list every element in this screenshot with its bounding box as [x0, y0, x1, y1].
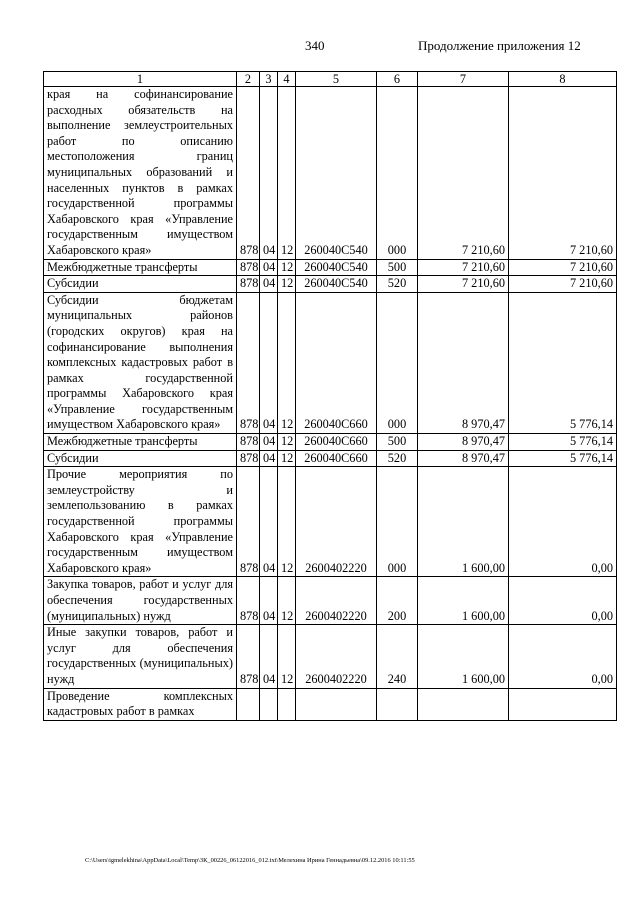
- table-row: [44, 292, 617, 433]
- cell-expense-type: 000: [377, 467, 418, 577]
- cell-amount-plan: 1 600,00: [418, 467, 509, 577]
- cell-amount-plan: 8 970,47: [418, 434, 509, 451]
- cell-section: [260, 688, 278, 720]
- cell-amount-plan: 8 970,47: [418, 450, 509, 467]
- cell-amount-plan: 1 600,00: [418, 577, 509, 625]
- page-number: 340: [305, 38, 325, 53]
- cell-expense-type: 000: [377, 87, 418, 260]
- continuation-title: Продолжение приложения 12: [418, 38, 581, 53]
- cell-amount-actual: 0,00: [509, 577, 617, 625]
- footer-path: C:\Users\igmelekhina\AppData\Local\Temp\ЗК_00226_06122016_012.txt\Мелехина Ирина Геннадьевна\09.12.2016 10:11:55: [85, 857, 415, 864]
- cell-subsection: 12: [278, 276, 296, 293]
- cell-target-article: [296, 688, 377, 720]
- cell-expense-type: 520: [377, 450, 418, 467]
- table-row: [44, 688, 617, 720]
- cell-target-article: 260040С660: [296, 434, 377, 451]
- cell-amount-actual: 7 210,60: [509, 259, 617, 276]
- cell-ministry: 878: [237, 467, 260, 577]
- cell-section: 04: [260, 259, 278, 276]
- cell-ministry: 878: [237, 259, 260, 276]
- cell-section: 04: [260, 450, 278, 467]
- cell-amount-plan: 7 210,60: [418, 259, 509, 276]
- table-row: [44, 434, 617, 451]
- cell-amount-actual: 5 776,14: [509, 450, 617, 467]
- cell-amount-actual: 7 210,60: [509, 87, 617, 260]
- cell-amount-actual: 0,00: [509, 467, 617, 577]
- cell-target-article: 2600402220: [296, 467, 377, 577]
- row-name: Прочие мероприятия по землеустройству и землепользованию в рамках государственной программы Хабаровского края «Управление государственным имуществом Хабаровского края»: [44, 467, 237, 577]
- cell-section: 04: [260, 292, 278, 433]
- cell-amount-actual: 0,00: [509, 625, 617, 688]
- cell-subsection: 12: [278, 450, 296, 467]
- cell-section: 04: [260, 87, 278, 260]
- cell-section: 04: [260, 467, 278, 577]
- cell-target-article: 2600402220: [296, 625, 377, 688]
- cell-ministry: 878: [237, 292, 260, 433]
- cell-subsection: 12: [278, 434, 296, 451]
- cell-ministry: 878: [237, 276, 260, 293]
- cell-subsection: 12: [278, 467, 296, 577]
- cell-expense-type: [377, 688, 418, 720]
- cell-subsection: 12: [278, 292, 296, 433]
- cell-amount-plan: 7 210,60: [418, 87, 509, 260]
- row-name: Иные закупки товаров, работ и услуг для обеспечения государственных (муниципальных) нужд: [44, 625, 237, 688]
- column-header: 1: [44, 72, 237, 87]
- budget-table: [43, 71, 617, 721]
- column-header: 7: [418, 72, 509, 87]
- row-name: Проведение комплексных кадастровых работ в рамках: [44, 688, 237, 720]
- row-name: Субсидии: [44, 450, 237, 467]
- cell-subsection: [278, 688, 296, 720]
- cell-subsection: 12: [278, 577, 296, 625]
- column-header: 8: [509, 72, 617, 87]
- cell-amount-actual: 5 776,14: [509, 292, 617, 433]
- table-row: [44, 87, 617, 260]
- row-name: Субсидии: [44, 276, 237, 293]
- cell-amount-plan: 1 600,00: [418, 625, 509, 688]
- cell-ministry: [237, 688, 260, 720]
- cell-target-article: 260040С660: [296, 450, 377, 467]
- table-row: [44, 450, 617, 467]
- cell-expense-type: 200: [377, 577, 418, 625]
- cell-target-article: 260040С540: [296, 276, 377, 293]
- cell-amount-plan: 8 970,47: [418, 292, 509, 433]
- column-header: 3: [260, 72, 278, 87]
- cell-expense-type: 500: [377, 259, 418, 276]
- cell-target-article: 2600402220: [296, 577, 377, 625]
- table-row: [44, 625, 617, 688]
- cell-amount-actual: 7 210,60: [509, 276, 617, 293]
- cell-subsection: 12: [278, 625, 296, 688]
- cell-ministry: 878: [237, 450, 260, 467]
- cell-ministry: 878: [237, 577, 260, 625]
- row-name: Закупка товаров, работ и услуг для обеспечения государственных (муниципальных) нужд: [44, 577, 237, 625]
- row-name: Межбюджетные трансферты: [44, 259, 237, 276]
- cell-target-article: 260040С540: [296, 259, 377, 276]
- table-header-row: [44, 72, 617, 87]
- table-row: [44, 577, 617, 625]
- cell-section: 04: [260, 625, 278, 688]
- cell-ministry: 878: [237, 87, 260, 260]
- cell-section: 04: [260, 434, 278, 451]
- cell-target-article: 260040С660: [296, 292, 377, 433]
- cell-target-article: 260040С540: [296, 87, 377, 260]
- cell-ministry: 878: [237, 625, 260, 688]
- column-header: 6: [377, 72, 418, 87]
- row-name: Субсидии бюджетам муниципальных районов (городских округов) края на софинансирование выполнения комплексных кадастровых работ в рамках государственной программы Хабаровского края «Управление государственным имуществом Хабаровского края»: [44, 292, 237, 433]
- cell-expense-type: 520: [377, 276, 418, 293]
- cell-section: 04: [260, 276, 278, 293]
- row-name: Межбюджетные трансферты: [44, 434, 237, 451]
- table-row: [44, 259, 617, 276]
- cell-subsection: 12: [278, 259, 296, 276]
- cell-ministry: 878: [237, 434, 260, 451]
- cell-expense-type: 000: [377, 292, 418, 433]
- cell-subsection: 12: [278, 87, 296, 260]
- cell-amount-plan: [418, 688, 509, 720]
- column-header: 2: [237, 72, 260, 87]
- cell-amount-actual: 5 776,14: [509, 434, 617, 451]
- column-header: 4: [278, 72, 296, 87]
- cell-section: 04: [260, 577, 278, 625]
- cell-expense-type: 240: [377, 625, 418, 688]
- cell-amount-plan: 7 210,60: [418, 276, 509, 293]
- column-header: 5: [296, 72, 377, 87]
- table-row: [44, 467, 617, 577]
- row-name: края на софинансирование расходных обязательств на выполнение землеустроительных работ по описанию местоположения границ муниципальных образований и населенных пунктов в рамках государственной программы Хабаровского края «Управление государственным имуществом Хабаровского края»: [44, 87, 237, 260]
- table-row: [44, 276, 617, 293]
- cell-expense-type: 500: [377, 434, 418, 451]
- cell-amount-actual: [509, 688, 617, 720]
